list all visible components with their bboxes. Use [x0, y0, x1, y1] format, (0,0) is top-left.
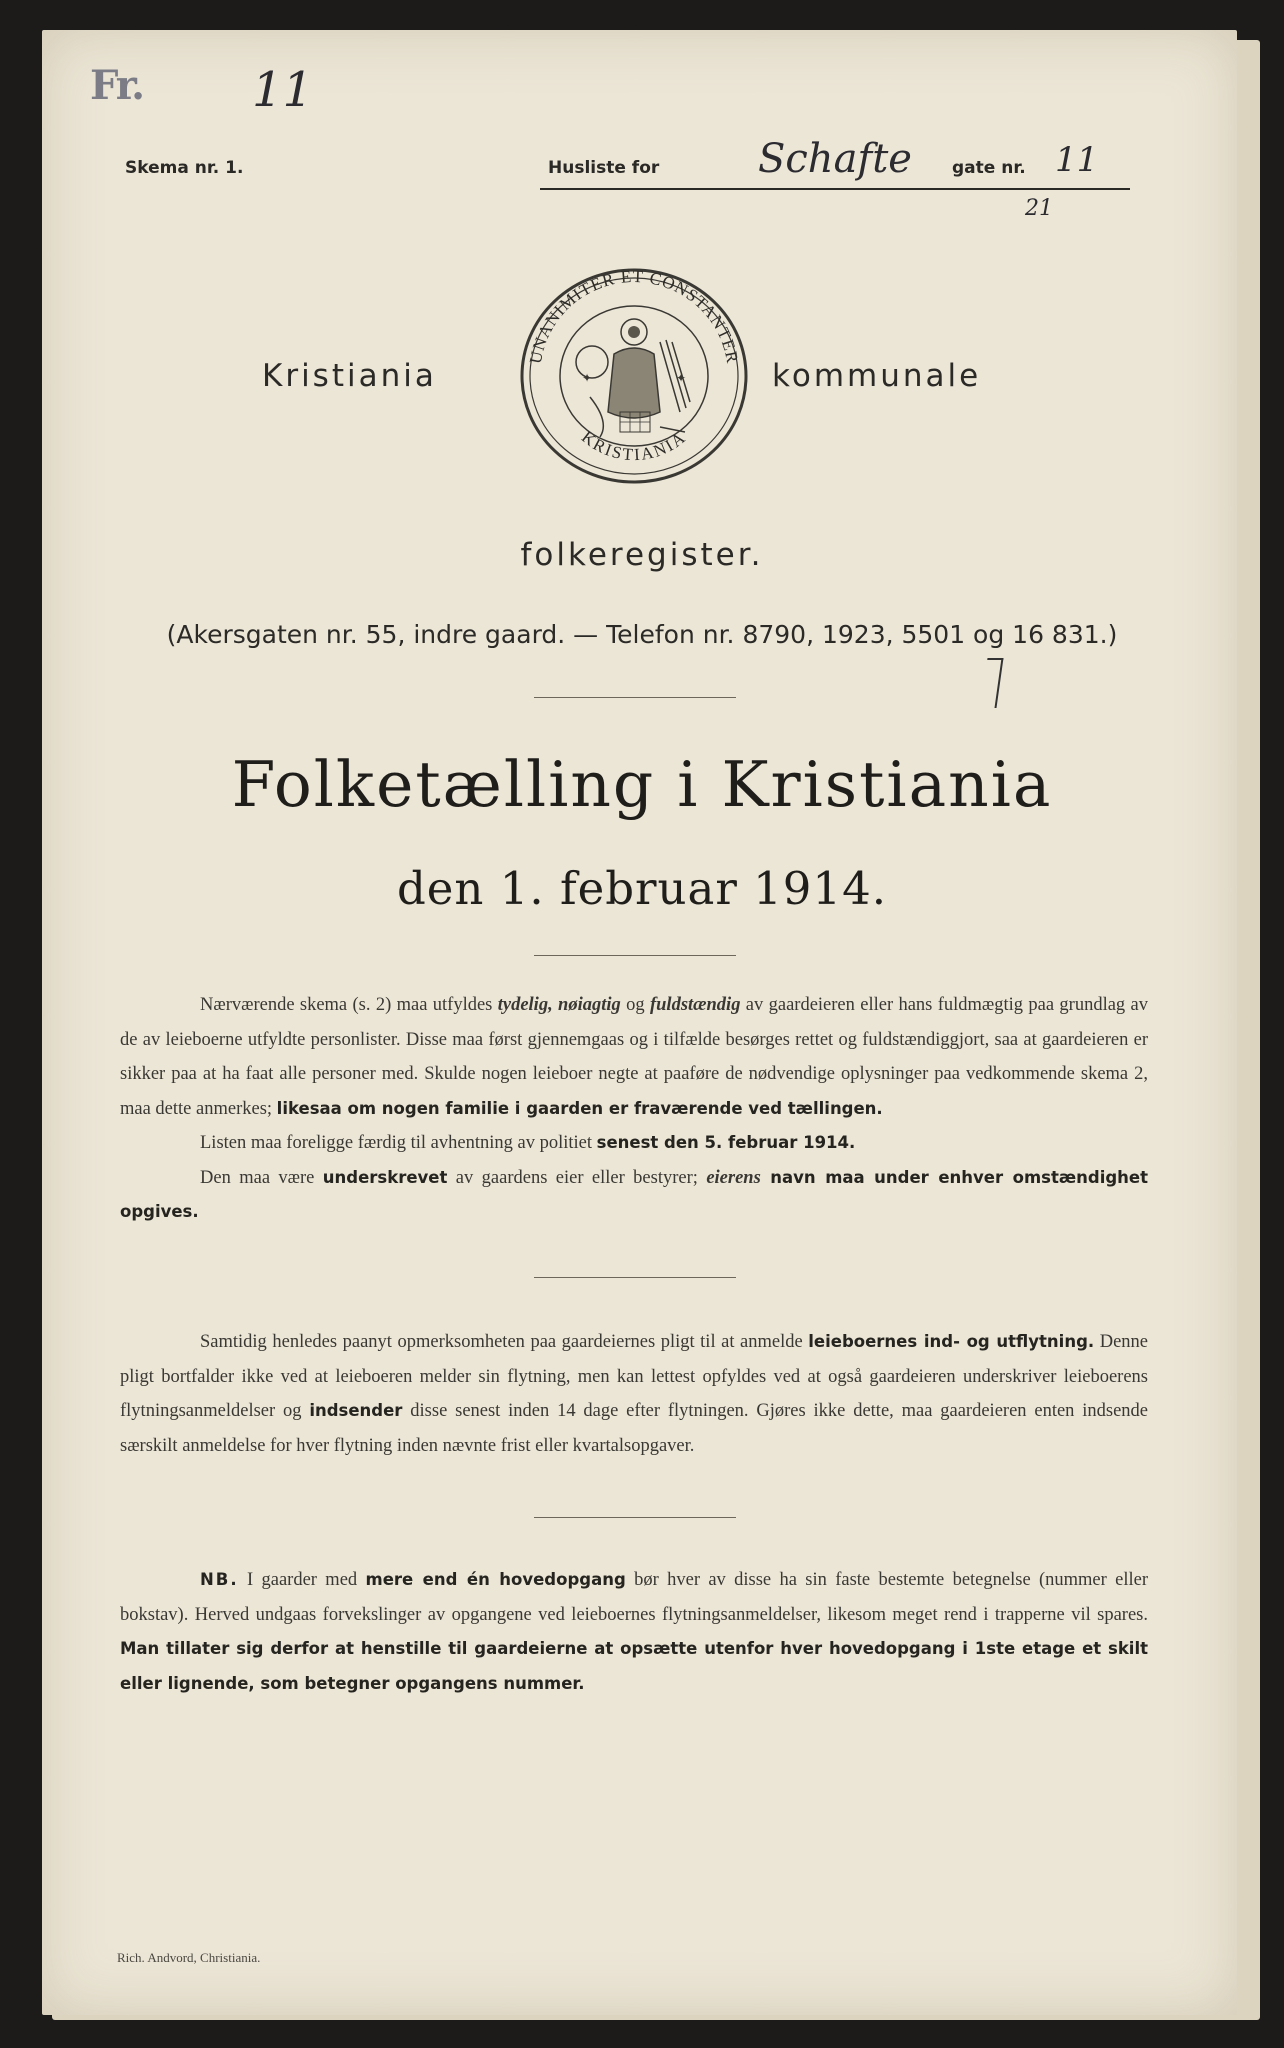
svg-text:UNANIMITER ET CONSTANTER: UNANIMITER ET CONSTANTER	[525, 266, 743, 366]
bold-text: leieboernes ind- og utflytning.	[808, 1332, 1095, 1351]
bold-text: likesaa om nogen familie i gaarden er fraværende ved tællingen.	[276, 1098, 883, 1118]
nb-notice-block	[120, 1563, 1148, 1701]
city-seal-icon	[510, 262, 758, 494]
text-run: Denne pligt bortfalder ikke ved at leieboeren melder sin flytning, men kan lettest opfyldes ved at også gaardeieren underskriver leieboerens flytningsanmeldelser og	[120, 1332, 1148, 1421]
moving-notice-block	[120, 1325, 1148, 1463]
handwritten-gate-number: 11	[1055, 140, 1099, 180]
text-run: bør hver av disse ha sin faste bestemte betegnelse (nummer eller bokstav). Herved undgaas forvekslinger av opgangene ved leieboernes flytningsanmeldelser, likesom meget rend i trapperne vil spares.	[120, 1570, 1149, 1625]
text-run: Nærværende skema (s. 2) maa utfyldes	[200, 995, 498, 1015]
printer-imprint: Rich. Andvord, Christiania.	[117, 1950, 261, 1965]
text-run: I gaarder med	[238, 1570, 366, 1590]
bold-text: indsender	[309, 1401, 403, 1420]
nb-label: NB.	[200, 1570, 239, 1589]
instructions-block	[120, 988, 1148, 1230]
handwritten-annotation: 21	[1025, 196, 1053, 221]
text-run: disse senest inden 14 dage efter flytningen. Gjøres ikke dette, maa gaardeieren enten indsende særskilt anmeldelse for hver flytning inden nævnte frist eller kvartalsopgaver.	[120, 1401, 1149, 1456]
handwritten-street-name: Schafte	[758, 136, 912, 182]
masthead-folkeregister: folkeregister.	[520, 537, 764, 573]
emphasis-text: tydelig, nøiagtig	[497, 995, 621, 1015]
gate-nr-label: gate nr.	[952, 158, 1026, 178]
divider-rule	[534, 1517, 736, 1518]
divider-rule	[534, 955, 736, 956]
text-run: av gaardens eier eller bestyrer;	[447, 1167, 707, 1188]
husliste-underline	[540, 188, 1130, 190]
husliste-label: Husliste for	[548, 158, 660, 178]
document-title: Folketælling i Kristiania	[231, 748, 1053, 821]
masthead-kristiania: Kristiania	[262, 358, 437, 394]
divider-rule	[534, 1277, 736, 1278]
text-run: av gaardeieren eller hans fuldmægtig paa grundlag av de av leieboerne utfyldte personlister. Disse maa først gjennemgaas og i tilfælde besørges rettet og fuldstændiggjort, saa at gaardeieren er sikker paa at ha faat alle personer med. Skulde nogen leieboer negte at paaføre de nødvendige oplysninger paa vedkommende skema 2, maa dette anmerkes;	[120, 995, 1148, 1119]
svg-text:KRISTIANIA: KRISTIANIA	[578, 427, 690, 465]
text-run: Listen maa foreligge færdig til avhentning av politiet	[200, 1133, 597, 1153]
text-run: Samtidig henledes paanyt opmerksomheten paa gaardeiernes pligt til at anmelde	[200, 1332, 809, 1352]
handwritten-mark: 11	[252, 62, 314, 118]
text-run: Den maa være	[200, 1167, 323, 1188]
bold-text: underskrevet	[322, 1167, 448, 1187]
bold-text: Man tillater sig derfor at henstille til gaardeierne at opsætte utenfor hver hovedopgang i 1ste etage et skilt eller lignende, som betegner opgangens nummer.	[120, 1639, 1148, 1693]
svg-text:✦: ✦	[582, 371, 593, 385]
bold-text: navn maa under enhver omstændighet opgives.	[120, 1167, 1148, 1221]
emphasis-text: fuldstændig	[649, 995, 741, 1015]
masthead-kommunale: kommunale	[772, 358, 982, 394]
divider-rule	[534, 697, 736, 698]
bold-text: mere end én hovedopgang	[365, 1570, 626, 1589]
office-address: (Akersgaten nr. 55, indre gaard. — Telefon nr. 8790, 1923, 5501 og 16 831.)	[166, 620, 1118, 649]
skema-number: Skema nr. 1.	[125, 158, 244, 178]
archive-stamp: Fr.	[90, 62, 144, 109]
document-date: den 1. februar 1914.	[396, 862, 888, 915]
text-run: og	[620, 995, 650, 1015]
emphasis-text: eierens	[706, 1167, 761, 1188]
bold-text: senest den 5. februar 1914.	[596, 1133, 856, 1152]
svg-text:✦: ✦	[676, 371, 687, 385]
